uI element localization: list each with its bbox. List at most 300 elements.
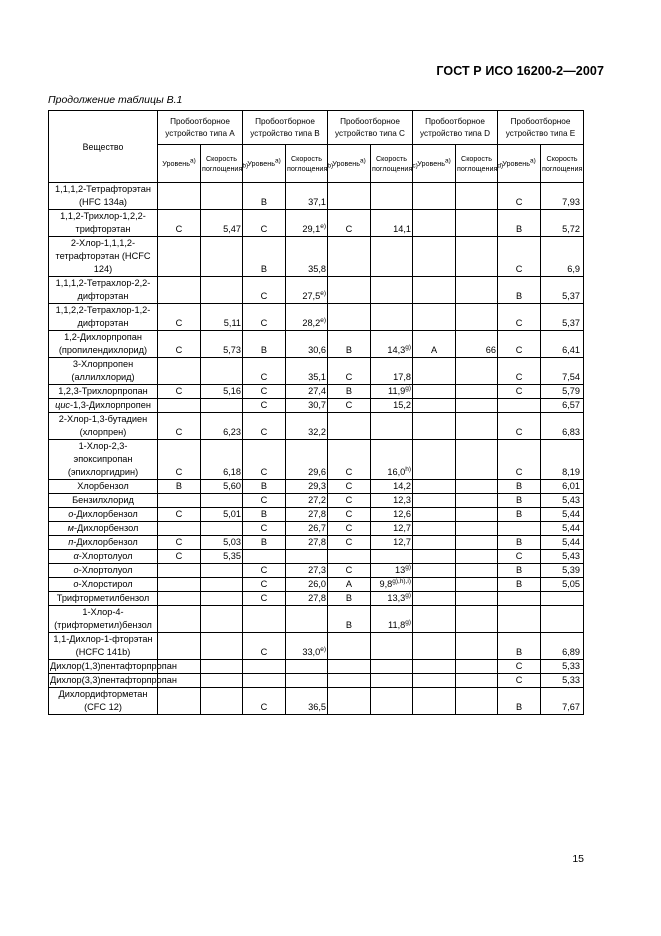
rate-cell-b: 37,1: [286, 183, 328, 210]
rate-cell-d: [456, 564, 498, 578]
level-cell-d: [413, 399, 456, 413]
rate-cell-e: [541, 606, 584, 633]
rate-cell-e: 5,43: [541, 550, 584, 564]
rate-cell-b: 36,5: [286, 688, 328, 715]
rate-cell-b: 29,3: [286, 480, 328, 494]
level-cell-e: C: [498, 304, 541, 331]
substance-name-prefix: α: [73, 551, 79, 561]
table-row: [49, 331, 584, 358]
level-cell-a: [158, 564, 201, 578]
rate-cell-e: 8,19: [541, 440, 584, 480]
rate-cell-a: [201, 237, 243, 277]
substance-name: Дихлор(3,3)пентафторпропан: [49, 674, 158, 688]
level-cell-a: [158, 592, 201, 606]
rate-header-label: Скорость поглощения: [457, 153, 498, 173]
level-cell-e: B: [498, 688, 541, 715]
level-cell-c: A: [328, 578, 371, 592]
rate-cell-d: [456, 440, 498, 480]
rate-cell-c: $9,8^{g),h),i)}$: [371, 578, 413, 592]
rate-header-d: [456, 145, 504, 183]
level-cell-a: C: [158, 331, 201, 358]
rate-cell-b: 27,5$^{e)}$: [286, 277, 328, 304]
level-cell-b: [243, 550, 286, 564]
table-row: [49, 413, 584, 440]
level-cell-d: [413, 277, 456, 304]
rate-cell-c: 13,3$^{g)}$: [371, 592, 413, 606]
substance-name: [49, 399, 158, 413]
rate-cell-b: 29,1$^{e)}$: [286, 210, 328, 237]
level-cell-b: C: [243, 633, 286, 660]
rate-cell-a: 6,18: [201, 440, 243, 480]
rate-cell-a: [201, 522, 243, 536]
table-row: [49, 183, 584, 210]
rate-cell-d: [456, 358, 498, 385]
page-number: 15: [572, 853, 584, 865]
rate-cell-a: 5,16: [201, 385, 243, 399]
level-footnote-mark: a): [359, 157, 366, 165]
level-cell-c: C: [328, 564, 371, 578]
footnote-mark: g): [405, 343, 412, 351]
table-row: [49, 674, 584, 688]
rate-cell-b: 29,6: [286, 440, 328, 480]
rate-cell-d: [456, 522, 498, 536]
rate-cell-e: 5,44: [541, 522, 584, 536]
rate-cell-e: 5,44: [541, 508, 584, 522]
rate-cell-e: 5,79: [541, 385, 584, 399]
rate-cell-d: [456, 237, 498, 277]
level-cell-a: C: [158, 550, 201, 564]
table-caption: Продолжение таблицы В.1: [48, 94, 183, 106]
footnote-mark: g): [405, 563, 412, 571]
level-cell-a: B: [158, 480, 201, 494]
level-cell-c: [328, 674, 371, 688]
rate-cell-b: 27,8: [286, 508, 328, 522]
rate-header-label: Скорость поглощения: [542, 153, 583, 173]
level-cell-b: B: [243, 331, 286, 358]
level-cell-b: B: [243, 183, 286, 210]
level-cell-a: [158, 183, 201, 210]
level-cell-c: [328, 304, 371, 331]
table-row: [49, 606, 584, 633]
rate-cell-e: 6,9: [541, 237, 584, 277]
substance-name-rest: -Дихлорбензол: [73, 509, 138, 519]
level-cell-c: C: [328, 494, 371, 508]
level-cell-e: C: [498, 183, 541, 210]
rate-cell-a: [201, 660, 243, 674]
table-row: [49, 385, 584, 399]
rate-header-label: Скорость поглощения: [202, 153, 243, 173]
level-cell-d: [413, 440, 456, 480]
table-row: [49, 399, 584, 413]
rate-cell-a: [201, 606, 243, 633]
level-cell-a: C: [158, 508, 201, 522]
substance-name: 1,1,1,2-Тетрахлор-2,2-дифторэтан: [49, 277, 158, 304]
level-cell-e: [498, 592, 541, 606]
substance-name: Трифторметилбензол: [49, 592, 158, 606]
table-row: [49, 277, 584, 304]
substance-name: 1,1,2,2-Тетрахлор-1,2-дифторэтан: [49, 304, 158, 331]
level-cell-b: C: [243, 578, 286, 592]
footnote-mark: g),h),i): [392, 577, 412, 585]
rate-cell-b: 27,3: [286, 564, 328, 578]
level-cell-e: B: [498, 480, 541, 494]
substance-name: 1-Хлор-2,3-эпоксипропан (эпихлоргидрин): [49, 440, 158, 480]
table-row: [49, 550, 584, 564]
level-footnote-mark: a): [274, 157, 281, 165]
level-cell-a: C: [158, 304, 201, 331]
substance-name: [49, 578, 158, 592]
rate-cell-b: [286, 606, 328, 633]
rate-cell-e: 6,01: [541, 480, 584, 494]
level-cell-c: B: [328, 331, 371, 358]
level-cell-d: [413, 494, 456, 508]
rate-cell-c: [371, 550, 413, 564]
rate-cell-a: 5,47: [201, 210, 243, 237]
footnote-mark: g): [405, 384, 412, 392]
substance-name-prefix: п: [68, 537, 74, 547]
rate-cell-c: [371, 688, 413, 715]
table-row: [49, 480, 584, 494]
level-cell-c: [328, 633, 371, 660]
level-cell-c: [328, 660, 371, 674]
substance-name: 1,1,2-Трихлор-1,2,2-трифторэтан: [49, 210, 158, 237]
rate-cell-b: [286, 674, 328, 688]
level-cell-e: C: [498, 660, 541, 674]
rate-header-e: [541, 145, 584, 183]
level-cell-e: C: [498, 440, 541, 480]
table-row: [49, 578, 584, 592]
rate-cell-a: 6,23: [201, 413, 243, 440]
level-cell-e: C: [498, 674, 541, 688]
level-cell-e: C: [498, 331, 541, 358]
substance-name: Дихлор(1,3)пентафторпропан: [49, 660, 158, 674]
rate-cell-d: [456, 385, 498, 399]
level-cell-b: B: [243, 480, 286, 494]
rate-cell-c: 12,6: [371, 508, 413, 522]
level-header-a: [158, 145, 201, 183]
level-cell-a: C: [158, 440, 201, 480]
substance-name-rest: -Дихлорбензол: [73, 523, 139, 533]
level-header-b: [243, 145, 286, 183]
rate-cell-e: 5,43: [541, 494, 584, 508]
level-cell-d: [413, 536, 456, 550]
table-row: [49, 210, 584, 237]
rate-cell-d: [456, 183, 498, 210]
substance-name: 3-Хлорпропен (аллилхлорид): [49, 358, 158, 385]
rate-cell-d: [456, 413, 498, 440]
rate-header-label: Скорость поглощения: [372, 153, 413, 173]
level-cell-d: [413, 633, 456, 660]
substance-name-rest: -Дихлорбензол: [73, 537, 138, 547]
rate-cell-a: 5,35: [201, 550, 243, 564]
footnote-mark: e): [320, 645, 326, 653]
substance-header: Вещество: [49, 111, 158, 183]
rate-cell-a: [201, 277, 243, 304]
level-footnote-mark: a): [189, 157, 196, 165]
level-cell-d: [413, 674, 456, 688]
level-cell-c: B: [328, 592, 371, 606]
rate-cell-c: 17,8: [371, 358, 413, 385]
rate-cell-b: 28,2$^{e)}$: [286, 304, 328, 331]
rate-cell-b: 30,6: [286, 331, 328, 358]
level-cell-c: C: [328, 536, 371, 550]
level-cell-d: [413, 358, 456, 385]
device-header-c: Пробоотборное устройство типа C: [328, 111, 413, 145]
rate-cell-c: 14,3$^{g)}$: [371, 331, 413, 358]
level-cell-c: C: [328, 522, 371, 536]
level-cell-d: [413, 480, 456, 494]
rate-cell-d: [456, 494, 498, 508]
level-header-label: Уровень: [162, 158, 190, 168]
level-cell-e: C: [498, 385, 541, 399]
rate-cell-a: 5,60: [201, 480, 243, 494]
rate-cell-c: [371, 413, 413, 440]
substance-name: Дихлордифторметан (CFC 12): [49, 688, 158, 715]
rate-cell-d: [456, 660, 498, 674]
level-cell-a: [158, 494, 201, 508]
rate-cell-a: [201, 183, 243, 210]
level-cell-a: [158, 688, 201, 715]
rate-cell-a: [201, 399, 243, 413]
level-cell-c: [328, 237, 371, 277]
level-cell-e: B: [498, 536, 541, 550]
level-cell-c: C: [328, 440, 371, 480]
rate-cell-b: [286, 550, 328, 564]
substance-name: Бензилхлорид: [49, 494, 158, 508]
level-cell-a: C: [158, 210, 201, 237]
level-cell-b: C: [243, 564, 286, 578]
level-cell-b: C: [243, 304, 286, 331]
rate-cell-c: [371, 237, 413, 277]
level-cell-b: C: [243, 440, 286, 480]
rate-cell-d: [456, 606, 498, 633]
rate-cell-d: [456, 688, 498, 715]
level-cell-d: [413, 304, 456, 331]
level-cell-d: [413, 183, 456, 210]
substance-name: [49, 550, 158, 564]
rate-cell-a: [201, 564, 243, 578]
device-header-e: Пробоотборное устройство типа E: [498, 111, 584, 145]
rate-cell-a: [201, 494, 243, 508]
header-row-devices: [49, 111, 584, 145]
level-header-d: [413, 145, 456, 183]
rate-cell-e: 5,39: [541, 564, 584, 578]
rate-cell-c: 13$^{g)}$: [371, 564, 413, 578]
rate-cell-d: [456, 210, 498, 237]
table-row: [49, 688, 584, 715]
rate-cell-a: [201, 688, 243, 715]
level-cell-b: B: [243, 237, 286, 277]
rate-cell-d: [456, 550, 498, 564]
rate-cell-e: 6,57: [541, 399, 584, 413]
level-header-label: Уровень: [247, 158, 275, 168]
level-cell-d: [413, 688, 456, 715]
rate-cell-b: 32,2: [286, 413, 328, 440]
level-cell-d: [413, 413, 456, 440]
substance-name: 1-Хлор-4-(трифторметил)бензол: [49, 606, 158, 633]
rate-cell-b: 27,8: [286, 592, 328, 606]
rate-header-label: Скорость поглощения: [287, 153, 328, 173]
rate-cell-a: [201, 358, 243, 385]
level-cell-e: C: [498, 413, 541, 440]
substance-name-prefix: о: [73, 565, 79, 575]
level-cell-c: [328, 413, 371, 440]
level-cell-a: [158, 578, 201, 592]
level-cell-c: C: [328, 480, 371, 494]
substance-name-rest: -Хлортолуол: [78, 551, 133, 561]
rate-header-a: [201, 145, 249, 183]
device-header-b: Пробоотборное устройство типа B: [243, 111, 328, 145]
rate-cell-e: 5,05: [541, 578, 584, 592]
level-cell-c: [328, 550, 371, 564]
rate-footnote-mark: c): [412, 162, 418, 170]
level-cell-d: [413, 592, 456, 606]
rate-cell-d: [456, 578, 498, 592]
level-cell-e: C: [498, 358, 541, 385]
device-header-a: Пробоотборное устройство типа A: [158, 111, 243, 145]
level-cell-c: C: [328, 210, 371, 237]
document-title: ГОСТ Р ИСО 16200-2—2007: [436, 64, 604, 78]
rate-cell-b: 27,2: [286, 494, 328, 508]
table-row: [49, 508, 584, 522]
rate-cell-a: 5,11: [201, 304, 243, 331]
rate-cell-c: 15,2: [371, 399, 413, 413]
level-cell-d: [413, 522, 456, 536]
rate-footnote-mark: b): [242, 162, 249, 170]
level-cell-b: C: [243, 522, 286, 536]
table-row: [49, 237, 584, 277]
level-cell-d: [413, 606, 456, 633]
level-cell-d: [413, 210, 456, 237]
substance-name: 1,2,3-Трихлорпропан: [49, 385, 158, 399]
footnote-mark: e): [320, 316, 326, 324]
level-cell-b: C: [243, 399, 286, 413]
rate-cell-a: 5,73: [201, 331, 243, 358]
table-row: [49, 660, 584, 674]
rate-cell-a: 5,03: [201, 536, 243, 550]
level-cell-a: [158, 237, 201, 277]
level-cell-b: C: [243, 210, 286, 237]
level-cell-c: B: [328, 385, 371, 399]
rate-cell-a: [201, 578, 243, 592]
level-cell-e: [498, 399, 541, 413]
table-row: [49, 536, 584, 550]
table-row: [49, 592, 584, 606]
rate-cell-b: [286, 660, 328, 674]
level-header-label: Уровень: [417, 158, 445, 168]
substance-name: 1,1-Дихлор-1-фторэтан (HCFC 141b): [49, 633, 158, 660]
device-header-d: Пробоотборное устройство типа D: [413, 111, 498, 145]
level-cell-b: B: [243, 508, 286, 522]
footnote-mark: e): [320, 222, 326, 230]
level-cell-b: [243, 660, 286, 674]
level-cell-d: [413, 564, 456, 578]
level-cell-b: [243, 674, 286, 688]
level-header-e: [498, 145, 541, 183]
rate-cell-d: [456, 304, 498, 331]
level-cell-a: [158, 399, 201, 413]
substance-name: [49, 564, 158, 578]
rate-cell-c: [371, 660, 413, 674]
rate-cell-c: 11,9$^{g)}$: [371, 385, 413, 399]
level-cell-c: [328, 183, 371, 210]
level-cell-b: C: [243, 688, 286, 715]
level-cell-c: [328, 277, 371, 304]
level-cell-d: A: [413, 331, 456, 358]
rate-cell-e: 7,54: [541, 358, 584, 385]
table-row: [49, 440, 584, 480]
rate-cell-d: [456, 399, 498, 413]
rate-cell-c: 12,7: [371, 522, 413, 536]
rate-cell-c: [371, 277, 413, 304]
rate-cell-e: 5,33: [541, 674, 584, 688]
level-cell-e: B: [498, 508, 541, 522]
level-cell-e: [498, 522, 541, 536]
rate-cell-d: [456, 674, 498, 688]
substance-name: 2-Хлор-1,3-бутадиен (хлорпрен): [49, 413, 158, 440]
rate-cell-d: [456, 508, 498, 522]
level-header-label: Уровень: [332, 158, 360, 168]
level-cell-e: [498, 606, 541, 633]
rate-cell-e: 7,93: [541, 183, 584, 210]
table-row: [49, 522, 584, 536]
level-cell-d: [413, 508, 456, 522]
level-cell-d: [413, 550, 456, 564]
table-row: [49, 564, 584, 578]
rate-header-b: [286, 145, 334, 183]
table-row: [49, 358, 584, 385]
rate-cell-d: [456, 536, 498, 550]
rate-cell-a: 5,01: [201, 508, 243, 522]
level-cell-e: C: [498, 550, 541, 564]
rate-cell-c: 12,7: [371, 536, 413, 550]
substance-name-rest: -Хлортолуол: [78, 565, 133, 575]
level-cell-e: B: [498, 633, 541, 660]
rate-cell-e: 6,83: [541, 413, 584, 440]
substance-name: [49, 508, 158, 522]
substance-name-prefix: о: [68, 509, 74, 519]
rate-footnote-mark: b): [327, 162, 334, 170]
rate-cell-e: 6,41: [541, 331, 584, 358]
substance-name-rest: -1,3-Дихлорпропен: [70, 400, 151, 410]
rate-cell-c: 11,8$^{g)}$: [371, 606, 413, 633]
rate-cell-e: 5,72: [541, 210, 584, 237]
level-cell-a: C: [158, 385, 201, 399]
rate-cell-a: [201, 674, 243, 688]
level-cell-b: B: [243, 536, 286, 550]
rate-cell-d: [456, 277, 498, 304]
rate-cell-e: 5,33: [541, 660, 584, 674]
rate-cell-b: 26,7: [286, 522, 328, 536]
rate-cell-c: 14,1: [371, 210, 413, 237]
rate-cell-e: 5,37: [541, 304, 584, 331]
rate-cell-b: 26,0: [286, 578, 328, 592]
substance-name: [49, 536, 158, 550]
substance-name: 1,1,1,2-Тетрафторэтан (HFC 134a): [49, 183, 158, 210]
rate-cell-c: [371, 674, 413, 688]
rate-cell-c: [371, 304, 413, 331]
footnote-mark: g): [405, 591, 412, 599]
rate-cell-e: 6,89: [541, 633, 584, 660]
rate-cell-c: 16,0$^{h)}$: [371, 440, 413, 480]
level-cell-a: C: [158, 413, 201, 440]
level-footnote-mark: a): [529, 157, 536, 165]
level-cell-e: B: [498, 277, 541, 304]
rate-cell-d: 66: [456, 331, 498, 358]
level-cell-a: [158, 633, 201, 660]
level-cell-e: B: [498, 494, 541, 508]
level-cell-a: [158, 606, 201, 633]
